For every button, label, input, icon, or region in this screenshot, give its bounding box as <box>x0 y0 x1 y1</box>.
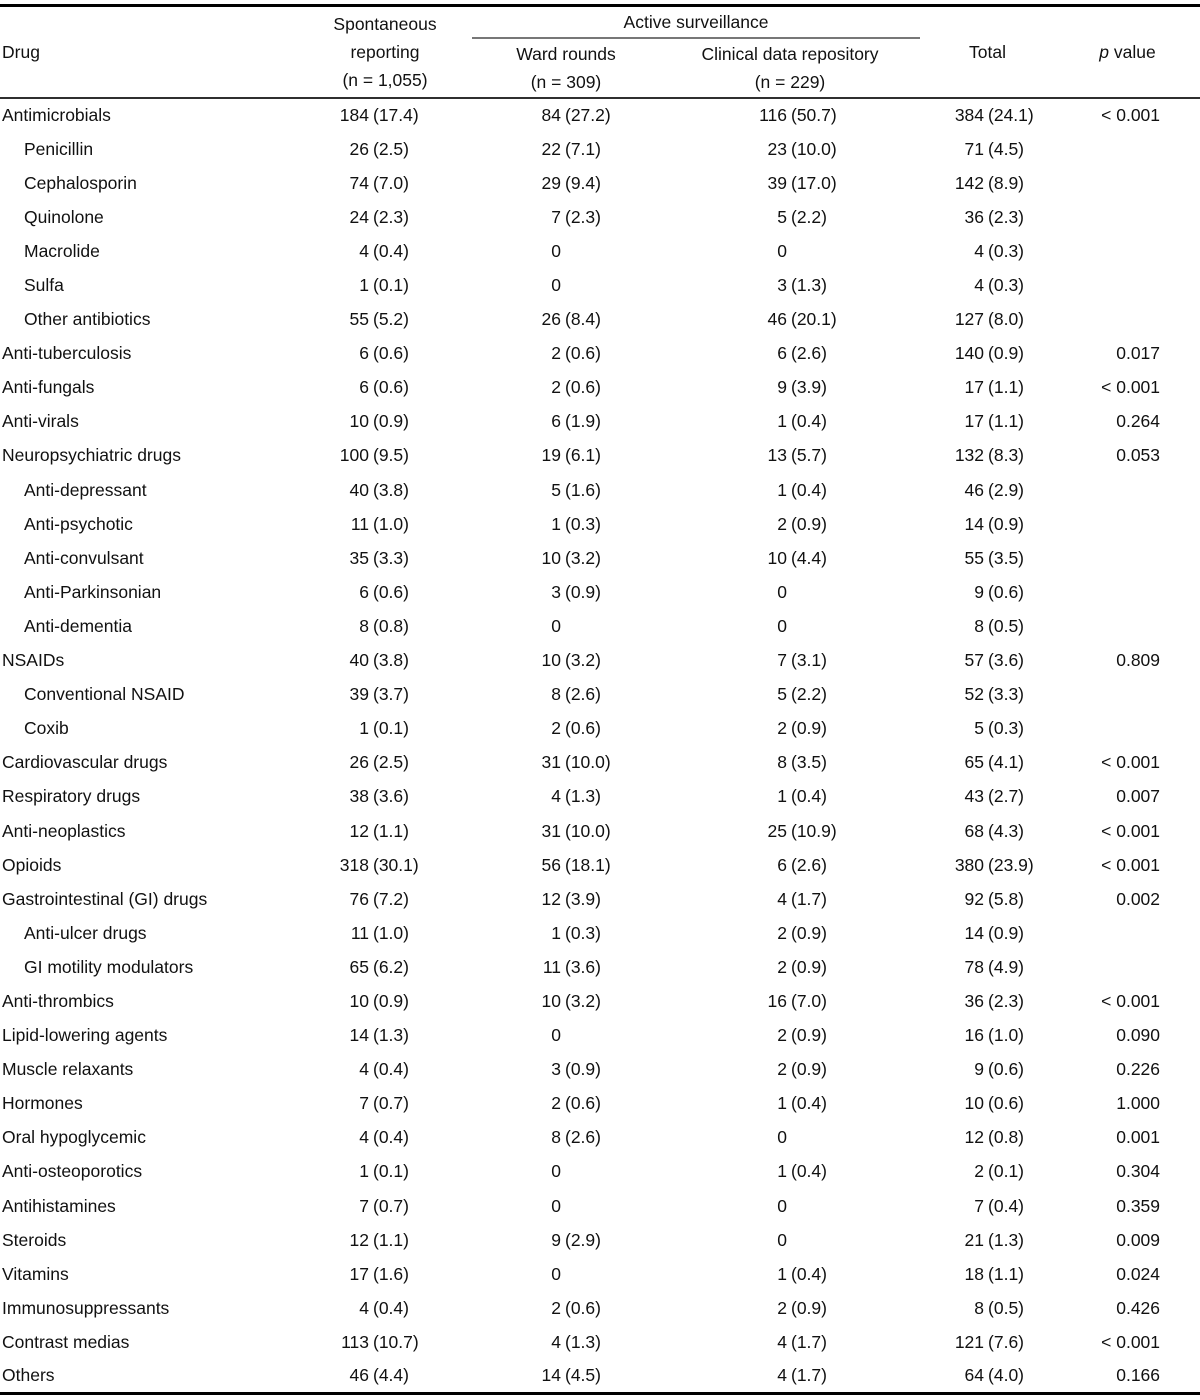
table-row <box>0 1087 1200 1121</box>
table-row <box>0 1121 1200 1155</box>
ward-rounds-cell: 31 (10.0) <box>541 820 611 841</box>
total-cell: 121 (7.6) <box>954 1331 1024 1352</box>
table-row <box>0 371 1200 405</box>
clinical-data-repository-cell: 1 (0.4) <box>777 411 827 432</box>
total-cell: 7 (0.4) <box>974 1195 1024 1216</box>
spontaneous-reporting-cell: 40 (3.8) <box>349 650 409 671</box>
table-row <box>0 405 1200 439</box>
clinical-data-repository-cell: 2 (0.9) <box>777 1025 827 1046</box>
p-value-cell: 0.017 <box>1116 343 1161 364</box>
table-row <box>0 234 1200 268</box>
ward-rounds-cell: 7 (2.3) <box>551 206 601 227</box>
ward-rounds-cell: 5 (1.6) <box>551 479 601 500</box>
ward-rounds-cell: 0 <box>551 1025 561 1046</box>
total-cell: 9 (0.6) <box>974 1059 1024 1080</box>
ward-rounds-cell: 0 <box>551 1195 561 1216</box>
drug-name-cell: Quinolone <box>24 206 104 227</box>
clinical-data-repository-cell: 39 (17.0) <box>767 172 837 193</box>
ward-rounds-cell: 0 <box>551 1263 561 1284</box>
drug-name-cell: Anti-virals <box>2 411 79 432</box>
table-row <box>0 1325 1200 1359</box>
spontaneous-reporting-cell: 55 (5.2) <box>349 309 409 330</box>
drug-name-cell: Anti-fungals <box>2 377 95 398</box>
total-cell: 21 (1.3) <box>964 1229 1024 1250</box>
p-value-cell: < 0.001 <box>1101 820 1161 841</box>
p-value-cell <box>1055 507 1200 541</box>
p-value-cell <box>1055 541 1200 575</box>
drug-name-cell: Anti-convulsant <box>24 547 144 568</box>
spontaneous-reporting-cell: 74 (7.0) <box>349 172 409 193</box>
total-cell: 132 (8.3) <box>954 445 1024 466</box>
ward-rounds-cell: 9 (2.9) <box>551 1229 601 1250</box>
clinical-data-repository-cell: 23 (10.0) <box>767 138 837 159</box>
ward-rounds-cell: 2 (0.6) <box>551 377 601 398</box>
clinical-data-repository-cell: 2 (0.9) <box>777 1297 827 1318</box>
spontaneous-reporting-cell: 65 (6.2) <box>349 956 409 977</box>
spontaneous-reporting-cell: 184 (17.4) <box>339 105 419 126</box>
table-row <box>0 166 1200 200</box>
clinical-data-repository-cell: 2 (0.9) <box>777 956 827 977</box>
clinical-data-repository-cell: 7 (3.1) <box>777 650 827 671</box>
table-header <box>0 6 1200 99</box>
spontaneous-reporting-cell: 100 (9.5) <box>339 445 409 466</box>
p-value-cell: 0.053 <box>1116 445 1161 466</box>
spontaneous-reporting-cell: 7 (0.7) <box>359 1093 409 1114</box>
spontaneous-reporting-cell: 318 (30.1) <box>339 854 419 875</box>
ward-rounds-cell: 8 (2.6) <box>551 1127 601 1148</box>
drug-name-cell: Macrolide <box>24 240 100 261</box>
spontaneous-reporting-cell: 26 (2.5) <box>349 752 409 773</box>
ward-rounds-cell: 10 (3.2) <box>541 990 601 1011</box>
clinical-data-repository-cell: 0 <box>777 1229 787 1250</box>
drug-name-cell: Neuropsychiatric drugs <box>2 445 181 466</box>
p-value-cell: 0.264 <box>1116 411 1161 432</box>
p-value-cell: 0.009 <box>1116 1229 1161 1250</box>
p-value-cell <box>1055 916 1200 950</box>
table-row <box>0 132 1200 166</box>
p-value-cell: 0.007 <box>1116 786 1161 807</box>
header-line: Ward rounds <box>516 44 616 64</box>
p-value-cell <box>1055 268 1200 302</box>
drug-name-cell: Other antibiotics <box>24 309 151 330</box>
ward-rounds-cell: 2 (0.6) <box>551 1093 601 1114</box>
ward-rounds-cell: 2 (0.6) <box>551 718 601 739</box>
drug-name-cell: Coxib <box>24 718 69 739</box>
clinical-data-repository-cell: 1 (0.4) <box>777 786 827 807</box>
drug-adr-table <box>0 4 1200 1395</box>
ward-rounds-cell: 10 (3.2) <box>541 650 601 671</box>
p-value-cell <box>1055 303 1200 337</box>
p-value-cell: < 0.001 <box>1101 854 1161 875</box>
p-value-cell <box>1055 200 1200 234</box>
p-value-cell: 0.002 <box>1116 888 1161 909</box>
col-header-ward-rounds <box>472 38 660 98</box>
table-row <box>0 1053 1200 1087</box>
total-cell: 17 (1.1) <box>964 411 1024 432</box>
drug-name-cell: Steroids <box>2 1229 67 1250</box>
drug-name-cell: Opioids <box>2 854 62 875</box>
total-cell: 14 (0.9) <box>964 513 1024 534</box>
total-cell: 92 (5.8) <box>964 888 1024 909</box>
spontaneous-reporting-cell: 4 (0.4) <box>359 1297 409 1318</box>
drug-name-cell: Anti-ulcer drugs <box>24 922 147 943</box>
total-cell: 4 (0.3) <box>974 275 1024 296</box>
p-value-cell: < 0.001 <box>1101 1331 1161 1352</box>
spontaneous-reporting-cell: 12 (1.1) <box>349 1229 409 1250</box>
ward-rounds-cell: 3 (0.9) <box>551 581 601 602</box>
col-header-drug: Drug <box>0 6 298 99</box>
spontaneous-reporting-cell: 6 (0.6) <box>359 377 409 398</box>
spontaneous-reporting-cell: 6 (0.6) <box>359 343 409 364</box>
total-cell: 14 (0.9) <box>964 922 1024 943</box>
ward-rounds-cell: 12 (3.9) <box>541 888 601 909</box>
drug-name-cell: Sulfa <box>24 275 64 296</box>
table-row <box>0 337 1200 371</box>
spontaneous-reporting-cell: 17 (1.6) <box>349 1263 409 1284</box>
col-header-total: Total <box>920 6 1055 99</box>
drug-name-cell: GI motility modulators <box>24 956 194 977</box>
drug-name-cell: Immunosuppressants <box>2 1297 170 1318</box>
spontaneous-reporting-cell: 35 (3.3) <box>349 547 409 568</box>
ward-rounds-cell: 1 (0.3) <box>551 513 601 534</box>
spontaneous-reporting-cell: 26 (2.5) <box>349 138 409 159</box>
clinical-data-repository-cell: 1 (0.4) <box>777 1161 827 1182</box>
table-body <box>0 98 1200 1394</box>
table-row <box>0 507 1200 541</box>
total-cell: 9 (0.6) <box>974 581 1024 602</box>
spontaneous-reporting-cell: 1 (0.1) <box>359 1161 409 1182</box>
ward-rounds-cell: 26 (8.4) <box>541 309 601 330</box>
table-row <box>0 848 1200 882</box>
ward-rounds-cell: 3 (0.9) <box>551 1059 601 1080</box>
p-value-cell <box>1055 166 1200 200</box>
p-italic: p <box>1099 42 1110 62</box>
table-row <box>0 1223 1200 1257</box>
spontaneous-reporting-cell: 1 (0.1) <box>359 718 409 739</box>
table-row <box>0 780 1200 814</box>
clinical-data-repository-cell: 2 (0.9) <box>777 922 827 943</box>
spontaneous-reporting-cell: 11 (1.0) <box>350 513 409 534</box>
drug-name-cell: Anti-thrombics <box>2 990 114 1011</box>
total-cell: 36 (2.3) <box>964 990 1024 1011</box>
spontaneous-reporting-cell: 76 (7.2) <box>349 888 409 909</box>
drug-name-cell: Anti-tuberculosis <box>2 343 132 364</box>
table-row <box>0 200 1200 234</box>
col-header-spontaneous-reporting <box>298 6 472 99</box>
header-line: Clinical data repository <box>701 44 879 64</box>
table-row <box>0 712 1200 746</box>
clinical-data-repository-cell: 10 (4.4) <box>767 547 827 568</box>
clinical-data-repository-cell: 13 (5.7) <box>767 445 827 466</box>
total-cell: 8 (0.5) <box>974 1297 1024 1318</box>
clinical-data-repository-cell: 3 (1.3) <box>777 275 827 296</box>
p-value-cell: < 0.001 <box>1101 105 1161 126</box>
p-value-cell <box>1055 575 1200 609</box>
total-cell: 8 (0.5) <box>974 615 1024 636</box>
total-cell: 65 (4.1) <box>964 752 1024 773</box>
spontaneous-reporting-cell: 10 (0.9) <box>349 990 409 1011</box>
table-row <box>0 98 1200 132</box>
ward-rounds-cell: 19 (6.1) <box>541 445 601 466</box>
total-cell: 5 (0.3) <box>974 718 1024 739</box>
clinical-data-repository-cell: 1 (0.4) <box>777 479 827 500</box>
clinical-data-repository-cell: 46 (20.1) <box>767 309 837 330</box>
drug-name-cell: Muscle relaxants <box>2 1059 134 1080</box>
p-value-cell <box>1055 132 1200 166</box>
table-row <box>0 916 1200 950</box>
ward-rounds-cell: 29 (9.4) <box>541 172 601 193</box>
header-line: (n = 229) <box>754 72 826 92</box>
spontaneous-reporting-cell: 4 (0.4) <box>359 1127 409 1148</box>
ward-rounds-cell: 31 (10.0) <box>541 752 611 773</box>
clinical-data-repository-cell: 16 (7.0) <box>767 990 827 1011</box>
drug-name-cell: Anti-Parkinsonian <box>24 581 162 602</box>
clinical-data-repository-cell: 8 (3.5) <box>777 752 827 773</box>
total-cell: 46 (2.9) <box>964 479 1024 500</box>
p-value-cell: 0.090 <box>1116 1025 1161 1046</box>
ward-rounds-cell: 0 <box>551 240 561 261</box>
table-row <box>0 1359 1200 1393</box>
drug-name-cell: Cephalosporin <box>24 172 137 193</box>
drug-name-cell: Vitamins <box>2 1263 69 1284</box>
total-cell: 380 (23.9) <box>954 854 1034 875</box>
p-value-cell: 0.809 <box>1116 650 1161 671</box>
drug-name-cell: Conventional NSAID <box>24 684 185 705</box>
p-value-cell: 0.426 <box>1116 1297 1161 1318</box>
spontaneous-reporting-cell: 40 (3.8) <box>349 479 409 500</box>
p-value-cell: < 0.001 <box>1101 377 1161 398</box>
total-cell: 36 (2.3) <box>964 206 1024 227</box>
clinical-data-repository-cell: 4 (1.7) <box>777 1331 827 1352</box>
ward-rounds-cell: 0 <box>551 615 561 636</box>
total-cell: 43 (2.7) <box>964 786 1024 807</box>
table-row <box>0 1291 1200 1325</box>
spontaneous-reporting-cell: 113 (10.7) <box>341 1331 419 1352</box>
clinical-data-repository-cell: 5 (2.2) <box>777 684 827 705</box>
header-line: reporting <box>350 42 420 62</box>
clinical-data-repository-cell: 2 (0.9) <box>777 718 827 739</box>
total-cell: 52 (3.3) <box>964 684 1024 705</box>
p-value-cell: < 0.001 <box>1101 990 1161 1011</box>
ward-rounds-cell: 1 (0.3) <box>551 922 601 943</box>
table-row <box>0 575 1200 609</box>
clinical-data-repository-cell: 0 <box>777 581 787 602</box>
spontaneous-reporting-cell: 4 (0.4) <box>359 240 409 261</box>
col-header-active-surveillance: Active surveillance <box>472 6 920 39</box>
spontaneous-reporting-cell: 39 (3.7) <box>349 684 409 705</box>
clinical-data-repository-cell: 25 (10.9) <box>767 820 837 841</box>
spontaneous-reporting-cell: 11 (1.0) <box>350 922 409 943</box>
drug-name-cell: Respiratory drugs <box>2 786 141 807</box>
p-value-cell <box>1055 609 1200 643</box>
p-value-cell: 0.166 <box>1116 1365 1161 1386</box>
total-cell: 140 (0.9) <box>954 343 1024 364</box>
header-line: Spontaneous <box>333 14 437 34</box>
table-row <box>0 1155 1200 1189</box>
header-line: (n = 309) <box>530 72 602 92</box>
col-header-p-value <box>1055 6 1200 99</box>
drug-name-cell: Anti-dementia <box>24 615 132 636</box>
total-cell: 64 (4.0) <box>964 1365 1024 1386</box>
clinical-data-repository-cell: 9 (3.9) <box>777 377 827 398</box>
table-row <box>0 303 1200 337</box>
ward-rounds-cell: 2 (0.6) <box>551 343 601 364</box>
p-value-cell: 0.024 <box>1116 1263 1161 1284</box>
table-row <box>0 950 1200 984</box>
total-cell: 142 (8.9) <box>954 172 1024 193</box>
drug-name-cell: Antihistamines <box>2 1195 116 1216</box>
ward-rounds-cell: 22 (7.1) <box>541 138 601 159</box>
p-rest: value <box>1109 42 1156 62</box>
p-value-cell <box>1055 678 1200 712</box>
clinical-data-repository-cell: 0 <box>777 240 787 261</box>
table-row <box>0 984 1200 1018</box>
spontaneous-reporting-cell: 24 (2.3) <box>349 206 409 227</box>
total-cell: 2 (0.1) <box>974 1161 1024 1182</box>
col-header-clinical-data-repository <box>660 38 920 98</box>
drug-name-cell: Anti-osteoporotics <box>2 1161 143 1182</box>
p-value-cell <box>1055 712 1200 746</box>
spontaneous-reporting-cell: 4 (0.4) <box>359 1059 409 1080</box>
spontaneous-reporting-cell: 12 (1.1) <box>349 820 409 841</box>
total-cell: 78 (4.9) <box>964 956 1024 977</box>
table-row <box>0 814 1200 848</box>
clinical-data-repository-cell: 0 <box>777 1127 787 1148</box>
p-value-cell: < 0.001 <box>1101 752 1161 773</box>
drug-name-cell: Contrast medias <box>2 1331 130 1352</box>
ward-rounds-cell: 2 (0.6) <box>551 1297 601 1318</box>
total-cell: 18 (1.1) <box>964 1263 1024 1284</box>
table-row <box>0 1019 1200 1053</box>
total-cell: 10 (0.6) <box>964 1093 1024 1114</box>
drug-name-cell: Anti-psychotic <box>24 513 133 534</box>
spontaneous-reporting-cell: 6 (0.6) <box>359 581 409 602</box>
drug-name-cell: Hormones <box>2 1093 83 1114</box>
table-row <box>0 609 1200 643</box>
ward-rounds-cell: 0 <box>551 1161 561 1182</box>
clinical-data-repository-cell: 6 (2.6) <box>777 343 827 364</box>
clinical-data-repository-cell: 0 <box>777 1195 787 1216</box>
ward-rounds-cell: 14 (4.5) <box>541 1365 601 1386</box>
p-value-cell <box>1055 950 1200 984</box>
spontaneous-reporting-cell: 46 (4.4) <box>349 1365 409 1386</box>
ward-rounds-cell: 4 (1.3) <box>551 786 601 807</box>
p-value-cell <box>1055 473 1200 507</box>
ward-rounds-cell: 56 (18.1) <box>541 854 611 875</box>
clinical-data-repository-cell: 1 (0.4) <box>777 1093 827 1114</box>
p-value-cell: 0.226 <box>1116 1059 1161 1080</box>
total-cell: 57 (3.6) <box>964 650 1024 671</box>
drug-name-cell: Anti-depressant <box>24 479 147 500</box>
ward-rounds-cell: 0 <box>551 275 561 296</box>
clinical-data-repository-cell: 2 (0.9) <box>777 513 827 534</box>
drug-name-cell: Oral hypoglycemic <box>2 1127 146 1148</box>
drug-name-cell: NSAIDs <box>2 650 65 671</box>
drug-name-cell: Lipid-lowering agents <box>2 1025 168 1046</box>
clinical-data-repository-cell: 1 (0.4) <box>777 1263 827 1284</box>
table-row <box>0 439 1200 473</box>
spontaneous-reporting-cell: 1 (0.1) <box>359 275 409 296</box>
p-value-cell: 0.001 <box>1116 1127 1161 1148</box>
table-row <box>0 1189 1200 1223</box>
spontaneous-reporting-cell: 38 (3.6) <box>349 786 409 807</box>
total-cell: 127 (8.0) <box>954 309 1024 330</box>
total-cell: 384 (24.1) <box>954 105 1034 126</box>
table-row <box>0 678 1200 712</box>
drug-name-cell: Gastrointestinal (GI) drugs <box>2 888 208 909</box>
ward-rounds-cell: 10 (3.2) <box>541 547 601 568</box>
p-value-cell: 0.304 <box>1116 1161 1161 1182</box>
table-row <box>0 541 1200 575</box>
ward-rounds-cell: 6 (1.9) <box>551 411 601 432</box>
drug-name-cell: Others <box>2 1365 55 1386</box>
table-row <box>0 644 1200 678</box>
table-row <box>0 1257 1200 1291</box>
spontaneous-reporting-cell: 14 (1.3) <box>349 1025 409 1046</box>
header-line: (n = 1,055) <box>342 70 428 90</box>
table-row <box>0 473 1200 507</box>
spontaneous-reporting-cell: 8 (0.8) <box>359 615 409 636</box>
table-row <box>0 882 1200 916</box>
table-row <box>0 268 1200 302</box>
clinical-data-repository-cell: 4 (1.7) <box>777 888 827 909</box>
p-value-cell: 0.359 <box>1116 1195 1161 1216</box>
total-cell: 71 (4.5) <box>964 138 1024 159</box>
total-cell: 17 (1.1) <box>964 377 1024 398</box>
clinical-data-repository-cell: 116 (50.7) <box>759 105 837 126</box>
total-cell: 55 (3.5) <box>964 547 1024 568</box>
total-cell: 16 (1.0) <box>964 1025 1024 1046</box>
drug-name-cell: Cardiovascular drugs <box>2 752 168 773</box>
clinical-data-repository-cell: 5 (2.2) <box>777 206 827 227</box>
ward-rounds-cell: 4 (1.3) <box>551 1331 601 1352</box>
ward-rounds-cell: 11 (3.6) <box>542 956 601 977</box>
p-value-cell <box>1055 234 1200 268</box>
drug-name-cell: Anti-neoplastics <box>2 820 126 841</box>
ward-rounds-cell: 8 (2.6) <box>551 684 601 705</box>
clinical-data-repository-cell: 4 (1.7) <box>777 1365 827 1386</box>
total-cell: 68 (4.3) <box>964 820 1024 841</box>
clinical-data-repository-cell: 6 (2.6) <box>777 854 827 875</box>
table-row <box>0 746 1200 780</box>
ward-rounds-cell: 84 (27.2) <box>541 105 611 126</box>
spontaneous-reporting-cell: 7 (0.7) <box>359 1195 409 1216</box>
total-cell: 4 (0.3) <box>974 240 1024 261</box>
drug-name-cell: Antimicrobials <box>2 105 111 126</box>
spontaneous-reporting-cell: 10 (0.9) <box>349 411 409 432</box>
total-cell: 12 (0.8) <box>964 1127 1024 1148</box>
clinical-data-repository-cell: 0 <box>777 615 787 636</box>
p-value-cell: 1.000 <box>1116 1093 1161 1114</box>
drug-name-cell: Penicillin <box>24 138 94 159</box>
clinical-data-repository-cell: 2 (0.9) <box>777 1059 827 1080</box>
